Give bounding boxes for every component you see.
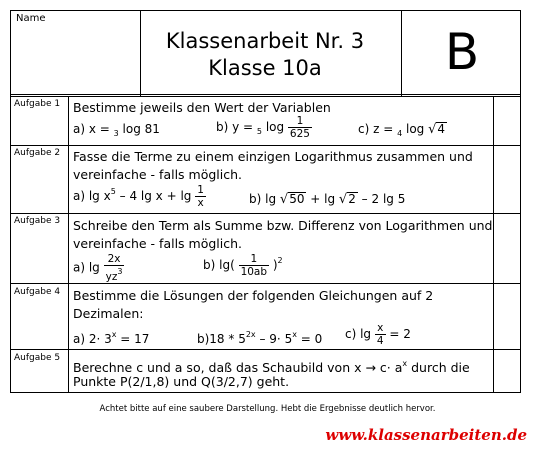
task-2-a-prefix: a) lg x [73,189,111,203]
task-label-2: Aufgabe 2 [14,148,61,158]
task-5-line-1-b: durch die [407,360,470,375]
task-3-a-den-exp: 3 [117,267,123,276]
row-divider-3 [10,283,521,284]
task-1-c-base: 4 [397,129,403,138]
task-2-instruction-1: Fasse die Terme zu einem einzigen Logarithmus zusammen und [73,149,473,164]
task-4-part-b [197,330,322,346]
table-border-left [10,10,11,393]
task-3-a-num: 2x [107,253,121,265]
task-3-instruction-1: Schreibe den Term als Summe bzw. Differenz von Logarithmen und [73,218,493,233]
task-1-b-num: 1 [296,115,304,127]
task-1-b-fraction [288,115,312,140]
task-5-instruction-2: Punkte P(2/1,8) und Q(3/2,7) geht. [73,374,290,389]
task-3-b-den: 10ab [240,266,268,278]
task-3-b-prefix: b) lg( [203,258,239,272]
name-label: Name [16,13,46,24]
sqrt-symbol: √ [428,122,437,137]
title-line-2: Klasse 10a [208,56,322,80]
task-2-instruction-2: vereinfache - falls möglich. [73,167,243,182]
task-4-a-exp: x [111,330,117,339]
task-1-b-log: log [262,120,288,134]
task-1-part-b [216,115,312,140]
task-1-c-radicand: 4 [437,122,446,136]
header-bottom-line [10,94,521,95]
task-4-instruction-2: Dezimalen: [73,306,144,321]
task-1-a-prefix: a) x = [73,122,114,136]
task-3-b-fraction [239,253,269,278]
task-5-line-1-exp: x [402,359,408,368]
task-2-a-mid: – 4 lg x + lg [115,189,196,203]
task-4-b-text: b)18 * 5 [197,332,246,346]
row-divider-2 [10,213,521,214]
table-border-top [10,10,521,11]
version-letter: B [444,23,480,81]
task-1-instruction: Bestimme jeweils den Wert der Variablen [73,100,331,115]
task-1-c-prefix: c) z = [358,122,398,136]
task-2-b-prefix: b) lg [249,192,280,206]
task-label-5: Aufgabe 5 [14,353,61,363]
brand-url[interactable]: www.klassenarbeiten.de [325,426,527,444]
task-3-b-num: 1 [250,253,258,265]
task-3-part-b [203,253,283,278]
task-1-part-c [358,122,447,138]
task-2-part-a [73,184,206,209]
task-3-b-close: ) [269,258,278,272]
task-1-b-den: 625 [289,128,310,140]
task-3-a-den [104,265,125,283]
task-5-line-1-a: Berechne c und a so, daß das Schaubild von x → c· a [73,360,403,375]
task-1-a-rest: log 81 [118,122,160,136]
task-2-part-b [249,192,405,207]
task-4-part-c [345,322,411,347]
task-1-part-a [73,122,160,138]
task-2-a-num: 1 [197,184,204,196]
task-2-a-exp: 5 [110,187,116,196]
task-4-c-end: = 2 [385,327,411,341]
task-1-b-prefix: b) y = [216,120,257,134]
page-title [140,28,390,82]
task-4-part-a [73,330,149,346]
task-4-b-exp-1: 2x [245,330,256,339]
task-label-3: Aufgabe 3 [14,216,61,226]
task-3-b-exp: 2 [277,256,283,265]
task-2-b-radicand-1: 50 [289,192,305,206]
task-3-part-a [73,253,124,283]
task-1-b-base: 5 [256,127,262,136]
task-3-a-den-base: yz [105,271,118,283]
task-label-4: Aufgabe 4 [14,287,61,297]
task-label-1: Aufgabe 1 [14,99,61,109]
task-4-b-mid: – 9· 5 [255,332,293,346]
task-4-b-end: = 0 [296,332,323,346]
task-2-b-radicand-2: 2 [348,192,356,206]
sqrt-symbol: √ [279,192,289,207]
table-border-bottom [10,392,521,393]
row-divider-4 [10,349,521,350]
header-divider-2 [401,10,402,96]
task-2-a-fraction [195,184,206,209]
task-1-c-log: log [402,122,429,136]
task-4-a-end: = 17 [116,332,150,346]
row-divider-1 [10,145,521,146]
task-4-c-prefix: c) lg [345,327,375,341]
header-bottom-line-2 [10,96,521,97]
title-line-1: Klassenarbeit Nr. 3 [165,29,365,53]
task-2-a-den: x [195,196,206,209]
task-4-c-num: x [377,322,384,334]
task-4-c-den: 4 [376,335,384,347]
sqrt-symbol: √ [338,192,348,207]
task-3-a-prefix: a) lg [73,260,104,275]
task-2-b-mid: + lg [306,192,339,206]
task-3-instruction-2: vereinfache - falls möglich. [73,236,243,251]
table-border-right [520,10,521,393]
task-4-a-text: a) 2· 3 [73,332,112,346]
task-1-a-base: 3 [113,129,119,138]
task-4-b-exp-2: x [292,330,297,339]
task-3-a-fraction [104,253,125,283]
footer-note: Achtet bitte auf eine saubere Darstellung. Hebt die Ergebnisse deutlich hervor. [99,404,436,414]
task-2-b-end: – 2 lg 5 [357,192,406,206]
task-4-instruction-1: Bestimme die Lösungen der folgenden Gleichungen auf 2 [73,288,434,303]
task-4-c-fraction [375,322,386,347]
